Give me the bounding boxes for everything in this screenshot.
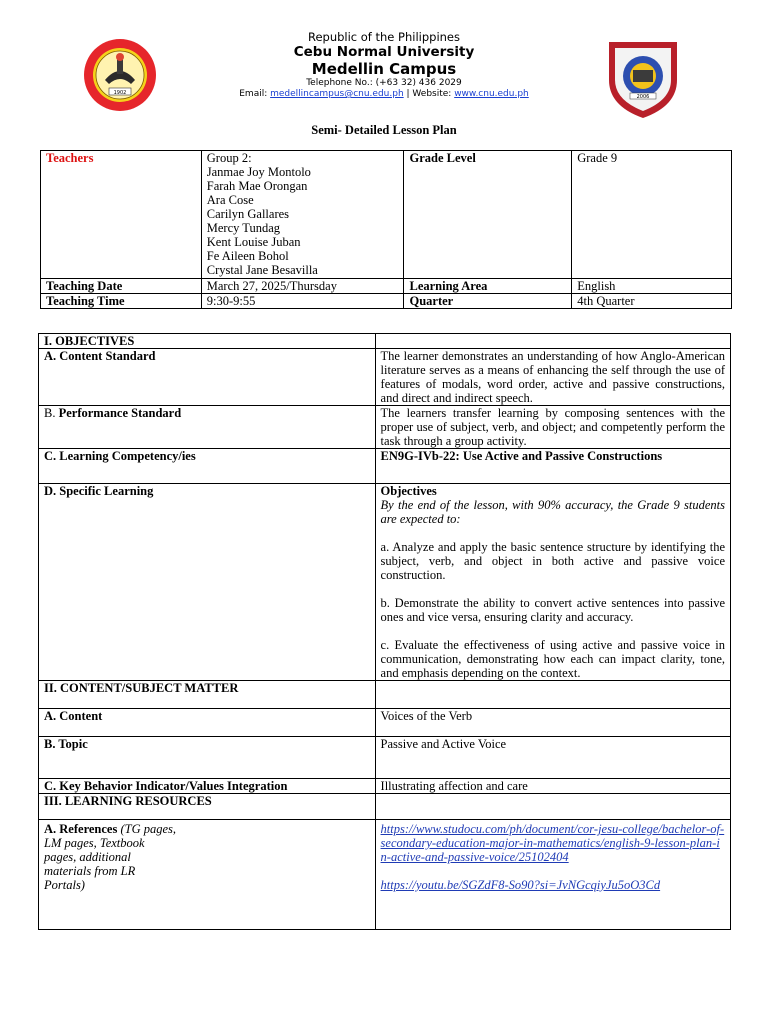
reference-link-youtube[interactable]: https://youtu.be/SGZdF8-So90?si=JvNGcqiyJu5oO3Cd bbox=[380, 878, 661, 892]
campus-name: Medellin Campus bbox=[311, 60, 457, 78]
table-row bbox=[39, 349, 731, 406]
content-standard-text: The learner demonstrates an understanding of how Anglo-American literature serves as a means of enhancing the self through the use of features of modals, word order, active and passive constructions, and direct and indirect speech. bbox=[375, 349, 730, 406]
teaching-date-value: March 27, 2025/Thursday bbox=[201, 279, 404, 294]
list-item: Janmae Joy Montolo bbox=[206, 165, 311, 179]
svg-text:2006: 2006 bbox=[636, 94, 650, 100]
table-row bbox=[41, 294, 732, 309]
list-item: Group 2: bbox=[206, 151, 252, 165]
kbi-value: Illustrating affection and care bbox=[375, 779, 730, 794]
teaching-date-label: Teaching Date bbox=[41, 279, 202, 294]
table-row bbox=[41, 151, 732, 279]
objective-b: b. Demonstrate the ability to convert active sentences into passive ones and vice versa, ensuring clarity and accuracy. bbox=[380, 596, 725, 624]
objective-a: a. Analyze and apply the basic sentence structure by identifying the subject, verb, and object in both active and passive voice construction. bbox=[380, 540, 725, 582]
objectives-heading: I. OBJECTIVES bbox=[39, 334, 376, 349]
table-row bbox=[39, 406, 731, 449]
references-cell bbox=[39, 820, 376, 930]
references-label: A. References bbox=[44, 822, 118, 836]
content-standard-label: A. Content Standard bbox=[39, 349, 376, 406]
website-link[interactable]: www.cnu.edu.ph bbox=[454, 89, 529, 99]
email-link[interactable]: medellincampus@cnu.edu.ph bbox=[270, 89, 404, 99]
competency-text: EN9G-IVb-22: Use Active and Passive Constructions bbox=[375, 449, 730, 484]
table-row bbox=[39, 779, 731, 794]
teaching-time-label: Teaching Time bbox=[41, 294, 202, 309]
objectives-subheading: Objectives bbox=[380, 484, 437, 498]
svg-text:1902: 1902 bbox=[113, 90, 127, 96]
table-row bbox=[41, 279, 732, 294]
content-label: A. Content bbox=[39, 709, 376, 737]
competency-label: C. Learning Competency/ies bbox=[39, 449, 376, 484]
list-item: Crystal Jane Besavilla bbox=[206, 263, 318, 277]
document-title: Semi- Detailed Lesson Plan bbox=[311, 123, 457, 137]
table-row bbox=[39, 681, 731, 709]
specific-learning-label: D. Specific Learning bbox=[39, 484, 376, 681]
kbi-label: C. Key Behavior Indicator/Values Integration bbox=[39, 779, 376, 794]
quarter-label: Quarter bbox=[404, 294, 572, 309]
learning-area-value: English bbox=[572, 279, 732, 294]
resources-heading: III. LEARNING RESOURCES bbox=[39, 794, 376, 820]
reference-link-studocu[interactable]: https://www.studocu.com/ph/document/cor-jesu-college/bachelor-of-secondary-education-major-in-mathematics/english-9-lesson-plan-in-active-and-passive-voice/25102404 bbox=[380, 822, 725, 864]
contact-line: Email: medellincampus@cnu.edu.ph | Website: www.cnu.edu.ph bbox=[239, 89, 529, 99]
republic-line: Republic of the Philippines bbox=[307, 30, 461, 44]
references-links bbox=[375, 820, 730, 930]
specific-objectives bbox=[375, 484, 730, 681]
university-name: Cebu Normal University bbox=[293, 44, 475, 60]
grade-level-value: Grade 9 bbox=[572, 151, 732, 279]
table-row bbox=[39, 449, 731, 484]
table-row bbox=[39, 334, 731, 349]
references-note: (TG pages, LM pages, Textbook pages, additional materials from LR Portals) bbox=[44, 822, 177, 892]
content-value: Voices of the Verb bbox=[375, 709, 730, 737]
objectives-intro: By the end of the lesson, with 90% accuracy, the Grade 9 students are expected to: bbox=[380, 498, 725, 526]
learning-area-label: Learning Area bbox=[404, 279, 572, 294]
topic-value: Passive and Active Voice bbox=[375, 737, 730, 779]
list-item: Kent Louise Juban bbox=[206, 235, 301, 249]
letterhead bbox=[0, 30, 768, 100]
objective-c: c. Evaluate the effectiveness of using active and passive voice in communication, demonstrating how each can impact clarity, tone, and emphasis depending on the context. bbox=[380, 638, 725, 680]
content-heading: II. CONTENT/SUBJECT MATTER bbox=[39, 681, 376, 709]
teachers-label: Teachers bbox=[41, 151, 202, 279]
table-row bbox=[39, 484, 731, 681]
lesson-plan-table bbox=[38, 333, 731, 930]
table-row bbox=[39, 709, 731, 737]
quarter-value: 4th Quarter bbox=[572, 294, 732, 309]
telephone-line: Telephone No.: (+63 32) 436 2029 bbox=[306, 78, 462, 88]
table-row bbox=[39, 794, 731, 820]
performance-standard-label: B. Performance Standard bbox=[39, 406, 376, 449]
list-item: Fe Aileen Bohol bbox=[206, 249, 289, 263]
table-row bbox=[39, 737, 731, 779]
lesson-info-table bbox=[40, 150, 732, 309]
list-item: Mercy Tundag bbox=[206, 221, 281, 235]
list-item: Ara Cose bbox=[206, 193, 254, 207]
performance-standard-text: The learners transfer learning by composing sentences with the proper use of subject, verb, and object; and competently perform the task through a group activity. bbox=[375, 406, 730, 449]
list-item: Carilyn Gallares bbox=[206, 207, 290, 221]
topic-label: B. Topic bbox=[39, 737, 376, 779]
list-item: Farah Mae Orongan bbox=[206, 179, 308, 193]
teachers-list bbox=[201, 151, 404, 279]
teaching-time-value: 9:30-9:55 bbox=[201, 294, 404, 309]
table-row bbox=[39, 820, 731, 930]
grade-level-label: Grade Level bbox=[404, 151, 572, 279]
